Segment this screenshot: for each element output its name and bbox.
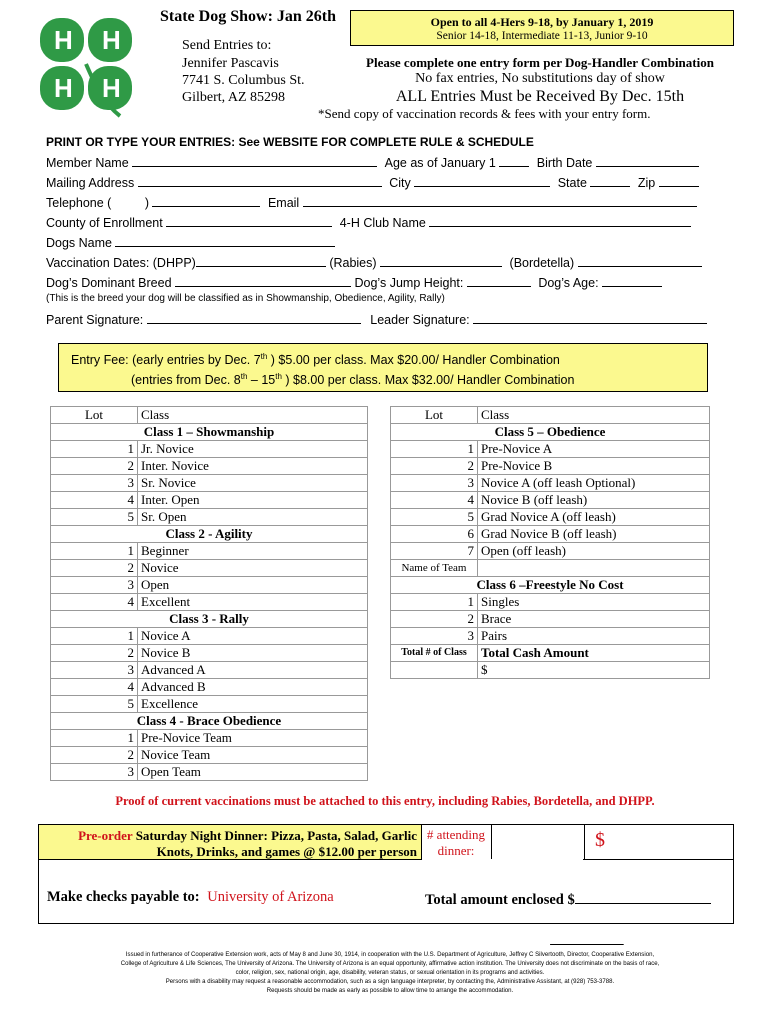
fee-text: ) $5.00 per class. Max $20.00/ Handler Combination bbox=[267, 353, 560, 368]
lot-number[interactable]: 3 bbox=[391, 628, 478, 645]
eligibility-line: Open to all 4-Hers 9-18, by January 1, 2019 bbox=[430, 15, 654, 29]
dhpp-date-field[interactable] bbox=[196, 254, 326, 267]
class-name: Advanced A bbox=[138, 662, 368, 679]
total-class-field[interactable] bbox=[391, 662, 478, 679]
table-row bbox=[391, 526, 710, 543]
class-name: Novice A (off leash Optional) bbox=[478, 475, 710, 492]
mailing-address-label: Mailing Address bbox=[46, 176, 135, 190]
eligibility-box bbox=[350, 10, 734, 46]
table-row bbox=[51, 577, 368, 594]
table-row bbox=[51, 645, 368, 662]
parent-signature-label: Parent Signature: bbox=[46, 313, 144, 327]
breed-row bbox=[46, 274, 662, 290]
fee-sup: th bbox=[240, 372, 248, 381]
age-field[interactable] bbox=[499, 154, 529, 167]
proof-vaccination-note: Proof of current vaccinations must be attached to this entry, including Rabies, Bordetella, and DHPP. bbox=[115, 794, 655, 808]
table-row bbox=[391, 509, 710, 526]
class-table-right bbox=[390, 406, 710, 679]
lot-number[interactable]: 3 bbox=[51, 662, 138, 679]
table-row bbox=[391, 594, 710, 611]
early-fee-line bbox=[71, 352, 560, 367]
total-enclosed-field[interactable] bbox=[575, 889, 711, 904]
table-row bbox=[391, 611, 710, 628]
dinner-total-field[interactable]: $ bbox=[595, 829, 605, 851]
table-row bbox=[51, 594, 368, 611]
jump-height-field[interactable] bbox=[467, 274, 531, 287]
member-name-field[interactable] bbox=[132, 154, 377, 167]
lot-number[interactable]: 5 bbox=[391, 509, 478, 526]
table-row bbox=[51, 696, 368, 713]
table-header-row bbox=[391, 407, 710, 424]
rabies-label: (Rabies) bbox=[329, 256, 377, 270]
section-title-row bbox=[51, 424, 368, 441]
telephone-field[interactable] bbox=[152, 194, 260, 207]
city-field[interactable] bbox=[414, 174, 550, 187]
lot-number[interactable]: 2 bbox=[51, 560, 138, 577]
payee-name: University of Arizona bbox=[207, 889, 334, 905]
class-name: Novice bbox=[138, 560, 368, 577]
section-title-row bbox=[391, 424, 710, 441]
table-row bbox=[391, 628, 710, 645]
table-header-row bbox=[51, 407, 368, 424]
member-row bbox=[46, 154, 699, 170]
breed-label: Dog’s Dominant Breed bbox=[46, 276, 172, 290]
class-name: Pre-Novice B bbox=[478, 458, 710, 475]
lot-number[interactable]: 3 bbox=[51, 577, 138, 594]
dogs-name-field[interactable] bbox=[115, 234, 335, 247]
name-of-team-field[interactable] bbox=[478, 560, 710, 577]
total-class-label: Total # of Class bbox=[391, 645, 478, 662]
class-header: Class bbox=[478, 407, 710, 424]
class-name: Grad Novice A (off leash) bbox=[478, 509, 710, 526]
footer-line: Persons with a disability may request a reasonable accommodation, such as a sign language interpreter, by contacting the, Administrative Assistant, at (928) 753-3788. bbox=[165, 978, 615, 985]
table-row bbox=[51, 475, 368, 492]
footer-line: College of Agriculture & Life Sciences, The University of Arizona. The University of Arizona is an equal opportunity, affirmative action institution. The University does not discriminate on the basis of race, bbox=[120, 960, 660, 967]
signature-row bbox=[46, 311, 707, 327]
county-field[interactable] bbox=[166, 214, 332, 227]
class-name: Singles bbox=[478, 594, 710, 611]
breed-note: (This is the breed your dog will be classified as in Showmanship, Obedience, Agility, Rally) bbox=[46, 293, 445, 304]
logo-letter-h: H bbox=[54, 73, 73, 103]
lot-number[interactable]: 4 bbox=[391, 492, 478, 509]
entry-fee-box bbox=[58, 343, 708, 392]
table-row bbox=[51, 679, 368, 696]
address-line: 7741 S. Columbus St. bbox=[182, 73, 305, 88]
checks-payable-line bbox=[47, 889, 334, 906]
attending-field[interactable] bbox=[491, 825, 585, 859]
dog-age-label: Dog’s Age: bbox=[538, 276, 599, 290]
email-field[interactable] bbox=[303, 194, 697, 207]
lot-number[interactable]: 1 bbox=[391, 441, 478, 458]
no-fax-note: No fax entries, No substitutions day of show bbox=[415, 71, 665, 86]
city-label: City bbox=[389, 176, 411, 190]
lot-number[interactable]: 1 bbox=[51, 730, 138, 747]
logo-letter-h: H bbox=[102, 25, 121, 55]
section-title-row bbox=[51, 611, 368, 628]
email-label: Email bbox=[267, 196, 300, 210]
class-name: Advanced B bbox=[138, 679, 368, 696]
lot-header: Lot bbox=[51, 407, 138, 424]
county-label: County of Enrollment bbox=[46, 216, 163, 230]
footer-line: color, religion, sex, national origin, age, disability, veteran status, or sexual orientation in its programs and activities. bbox=[235, 969, 545, 976]
table-row bbox=[51, 662, 368, 679]
class-name: Pairs bbox=[478, 628, 710, 645]
page-title: State Dog Show: Jan 26th bbox=[160, 8, 337, 25]
dogs-name-row bbox=[46, 234, 335, 250]
zip-label: Zip bbox=[637, 176, 656, 190]
footer-line: Issued in furtherance of Cooperative Extension work, acts of May 8 and June 30, 1914, in cooperation with the U.S. Department of Agriculture, Jeffrey C Silvertooth, Director, Cooperative Extension, bbox=[125, 951, 655, 958]
table-row bbox=[51, 764, 368, 781]
preorder-label: Pre-order bbox=[78, 828, 133, 843]
telephone-row bbox=[46, 194, 697, 210]
section-title: Class 4 - Brace Obedience bbox=[51, 713, 368, 730]
total-cash-label: Total Cash Amount bbox=[478, 645, 710, 662]
checks-label: Make checks payable to: bbox=[47, 889, 200, 905]
vaccination-dhpp-label: Vaccination Dates: (DHPP) bbox=[46, 256, 196, 270]
attending-label: # attending bbox=[426, 827, 486, 842]
lot-number[interactable]: 3 bbox=[51, 764, 138, 781]
section-title: Class 2 - Agility bbox=[51, 526, 368, 543]
table-row bbox=[391, 662, 710, 679]
lot-number[interactable]: 3 bbox=[391, 475, 478, 492]
late-fee-line bbox=[131, 372, 574, 387]
class-name: Grad Novice B (off leash) bbox=[478, 526, 710, 543]
telephone-close: ) bbox=[144, 196, 149, 210]
logo-letter-h: H bbox=[102, 73, 121, 103]
total-enclosed-line bbox=[425, 889, 711, 909]
dinner-payment-box bbox=[38, 824, 734, 924]
bordetella-date-field[interactable] bbox=[578, 254, 702, 267]
complete-form-note: Please complete one entry form per Dog-Handler Combination bbox=[366, 55, 714, 70]
table-row bbox=[51, 492, 368, 509]
table-row bbox=[51, 543, 368, 560]
footer-notice bbox=[105, 950, 675, 995]
footer-line: Requests should be made as early as possible to allow time to arrange the accommodation. bbox=[266, 987, 514, 994]
lot-number[interactable]: 4 bbox=[51, 594, 138, 611]
leader-signature-field[interactable] bbox=[473, 311, 707, 324]
county-row bbox=[46, 214, 691, 230]
rabies-date-field[interactable] bbox=[380, 254, 502, 267]
class-name: Pre-Novice Team bbox=[138, 730, 368, 747]
section-title: Class 1 – Showmanship bbox=[51, 424, 368, 441]
class-name: Open bbox=[138, 577, 368, 594]
dog-age-field[interactable] bbox=[602, 274, 662, 287]
division-line: Senior 14-18, Intermediate 11-13, Junior 9-10 bbox=[436, 30, 648, 42]
table-row bbox=[51, 441, 368, 458]
class-name: Open Team bbox=[138, 764, 368, 781]
lot-number[interactable]: 1 bbox=[391, 594, 478, 611]
fee-sup: th bbox=[260, 352, 268, 361]
lot-number[interactable]: 2 bbox=[391, 458, 478, 475]
lot-number[interactable]: 2 bbox=[391, 611, 478, 628]
address-line: Gilbert, AZ 85298 bbox=[182, 90, 286, 105]
logo-letter-h: H bbox=[54, 25, 73, 55]
class-name: Novice B (off leash) bbox=[478, 492, 710, 509]
lot-number[interactable]: 7 bbox=[391, 543, 478, 560]
lot-number[interactable]: 2 bbox=[51, 645, 138, 662]
class-name: Excellence bbox=[138, 696, 368, 713]
class-header: Class bbox=[138, 407, 368, 424]
class-name: Pre-Novice A bbox=[478, 441, 710, 458]
section-title-row bbox=[391, 577, 710, 594]
table-row bbox=[51, 628, 368, 645]
table-row bbox=[391, 645, 710, 662]
print-heading: PRINT OR TYPE YOUR ENTRIES: See WEBSITE FOR COMPLETE RULE & SCHEDULE bbox=[46, 135, 534, 149]
birth-date-field[interactable] bbox=[596, 154, 699, 167]
deadline-note: ALL Entries Must be Received By Dec. 15th bbox=[395, 88, 685, 105]
class-name: Beginner bbox=[138, 543, 368, 560]
table-row bbox=[391, 492, 710, 509]
section-title: Class 3 - Rally bbox=[51, 611, 368, 628]
lot-number[interactable]: 1 bbox=[51, 441, 138, 458]
birth-date-label: Birth Date bbox=[536, 156, 593, 170]
fee-text: (entries from Dec. 8 bbox=[131, 373, 241, 388]
table-row bbox=[51, 730, 368, 747]
table-row bbox=[51, 458, 368, 475]
dinner-label: dinner: bbox=[437, 843, 475, 858]
table-row bbox=[51, 509, 368, 526]
class-name: Excellent bbox=[138, 594, 368, 611]
table-row bbox=[391, 475, 710, 492]
lot-number[interactable]: 6 bbox=[391, 526, 478, 543]
class-name: Brace bbox=[478, 611, 710, 628]
age-label: Age as of January 1 bbox=[384, 156, 496, 170]
lot-number[interactable]: 1 bbox=[51, 543, 138, 560]
lot-number[interactable]: 5 bbox=[51, 696, 138, 713]
class-name: Inter. Novice bbox=[138, 458, 368, 475]
bordetella-label: (Bordetella) bbox=[509, 256, 575, 270]
total-enclosed-label: Total amount enclosed $ bbox=[425, 892, 575, 908]
table-row bbox=[51, 560, 368, 577]
table-row bbox=[391, 458, 710, 475]
member-name-label: Member Name bbox=[46, 156, 129, 170]
state-field[interactable] bbox=[590, 174, 630, 187]
table-row bbox=[391, 560, 710, 577]
table-row bbox=[391, 441, 710, 458]
lot-number[interactable]: 5 bbox=[51, 509, 138, 526]
divider bbox=[550, 944, 624, 945]
fee-sup: th bbox=[275, 372, 282, 381]
fee-text: Entry Fee: (early entries by Dec. 7 bbox=[71, 353, 261, 368]
dinner-box bbox=[39, 825, 422, 860]
class-name: Sr. Novice bbox=[138, 475, 368, 492]
class-name: Novice A bbox=[138, 628, 368, 645]
lot-number[interactable]: 1 bbox=[51, 628, 138, 645]
vaccination-records-note: *Send copy of vaccination records & fees with your entry form. bbox=[318, 106, 651, 121]
lot-number[interactable]: 3 bbox=[51, 475, 138, 492]
class-name: Open (off leash) bbox=[478, 543, 710, 560]
class-name: Sr. Open bbox=[138, 509, 368, 526]
class5-title: Class 5 – Obedience bbox=[391, 424, 710, 441]
table-row bbox=[51, 747, 368, 764]
address-line: Jennifer Pascavis bbox=[182, 56, 279, 71]
parent-signature-field[interactable] bbox=[147, 311, 361, 324]
fee-text: – 15 bbox=[247, 373, 276, 388]
breed-field[interactable] bbox=[175, 274, 351, 287]
class-name: Jr. Novice bbox=[138, 441, 368, 458]
class-name: Inter. Open bbox=[138, 492, 368, 509]
club-name-label: 4-H Club Name bbox=[339, 216, 426, 230]
lot-number[interactable]: 4 bbox=[51, 492, 138, 509]
telephone-label: Telephone ( bbox=[46, 196, 112, 210]
lot-number[interactable]: 4 bbox=[51, 679, 138, 696]
dinner-line2: Knots, Drinks, and games @ $12.00 per person bbox=[156, 844, 417, 859]
section-title-row bbox=[51, 713, 368, 730]
address-row bbox=[46, 174, 699, 190]
zip-field[interactable] bbox=[659, 174, 699, 187]
club-name-field[interactable] bbox=[429, 214, 691, 227]
state-label: State bbox=[557, 176, 587, 190]
divider bbox=[583, 859, 733, 860]
dinner-line1 bbox=[39, 828, 417, 844]
name-of-team-label: Name of Team bbox=[391, 560, 478, 577]
lot-header: Lot bbox=[391, 407, 478, 424]
leader-signature-label: Leader Signature: bbox=[370, 313, 470, 327]
jump-height-label: Dog’s Jump Height: bbox=[354, 276, 464, 290]
lot-number[interactable]: 2 bbox=[51, 458, 138, 475]
class6-title: Class 6 –Freestyle No Cost bbox=[391, 577, 710, 594]
table-row bbox=[391, 543, 710, 560]
total-cash-field[interactable]: $ bbox=[478, 662, 710, 679]
mailing-address-field[interactable] bbox=[138, 174, 382, 187]
send-entries-label: Send Entries to: bbox=[182, 38, 272, 53]
dinner-text: Saturday Night Dinner: Pizza, Pasta, Salad, Garlic bbox=[132, 828, 417, 843]
class-table-left bbox=[50, 406, 368, 781]
lot-number[interactable]: 2 bbox=[51, 747, 138, 764]
four-h-clover-logo bbox=[32, 12, 140, 122]
class-name: Novice B bbox=[138, 645, 368, 662]
fee-text: ) $8.00 per class. Max $32.00/ Handler Combination bbox=[281, 373, 575, 388]
class-name: Novice Team bbox=[138, 747, 368, 764]
attending-box bbox=[422, 825, 490, 859]
dogs-name-label: Dogs Name bbox=[46, 236, 112, 250]
vaccination-row bbox=[46, 254, 702, 270]
section-title-row bbox=[51, 526, 368, 543]
